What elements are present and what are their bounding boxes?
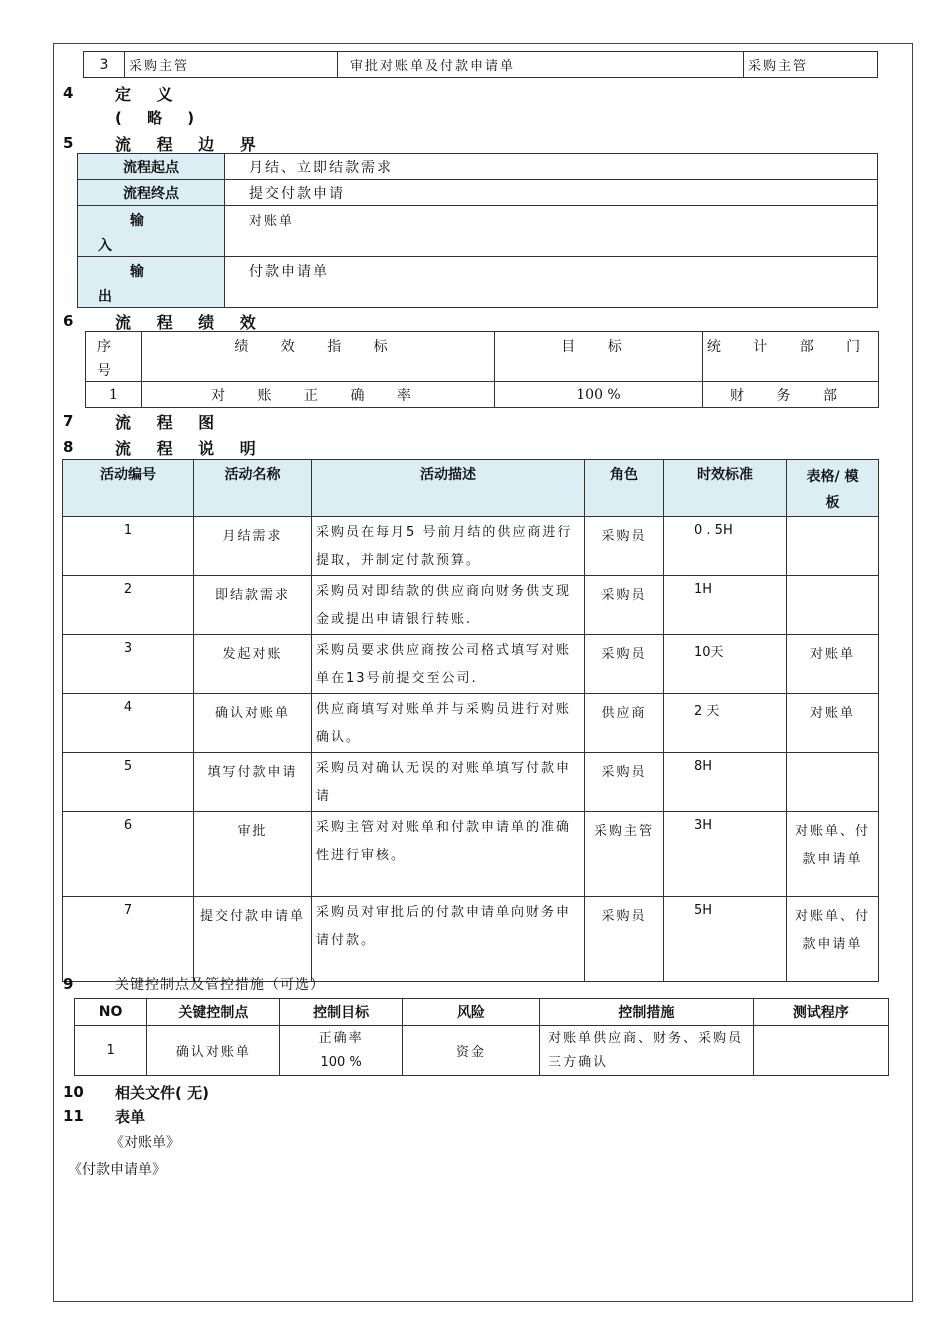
boundary-end-value: 提交付款申请	[225, 180, 878, 206]
section-10-number: 10	[63, 1083, 84, 1101]
process-cell-form	[787, 517, 879, 576]
process-cell-role: 采购员	[585, 517, 664, 576]
control-row-no: 1	[75, 1026, 147, 1076]
process-cell-form: 对账单、付款申请单	[787, 812, 879, 897]
boundary-input-label-a: 输	[130, 213, 144, 229]
process-cell-time: 2 天	[664, 694, 787, 753]
process-cell-role: 采购员	[585, 635, 664, 694]
process-cell-id: 2	[63, 576, 194, 635]
section-10-title: 相关文件( 无)	[115, 1084, 209, 1102]
resp-role: 采购主管	[125, 52, 338, 78]
process-cell-name: 即结款需求	[194, 576, 312, 635]
perf-header-target: 目 标	[495, 332, 703, 382]
process-cell-time: 5H	[664, 897, 787, 982]
control-row-risk: 资金	[402, 1026, 539, 1076]
process-cell-form: 对账单、付款申请单	[787, 897, 879, 982]
control-row-measure: 对账单供应商、财务、采购员三方确认	[540, 1026, 754, 1076]
perf-row-metric: 对 账 正 确 率	[142, 382, 495, 408]
section-8-title: 流 程 说 明	[115, 439, 266, 458]
process-cell-role: 采购员	[585, 897, 664, 982]
process-cell-form: 对账单	[787, 635, 879, 694]
process-cell-id: 6	[63, 812, 194, 897]
boundary-output-label	[78, 257, 225, 308]
process-row	[63, 635, 879, 694]
boundary-input-label-b: 入	[98, 238, 112, 254]
resp-num: 3	[84, 52, 125, 78]
control-header-goal: 控制目标	[280, 999, 402, 1026]
process-cell-form	[787, 753, 879, 812]
boundary-output-label-b: 出	[98, 289, 112, 305]
control-row-goal-b: 100 %	[320, 1054, 362, 1070]
process-cell-name: 确认对账单	[194, 694, 312, 753]
process-cell-form: 对账单	[787, 694, 879, 753]
process-header-name: 活动名称	[194, 460, 312, 517]
process-header-role: 角色	[585, 460, 664, 517]
perf-header-dept: 统 计 部 门	[703, 332, 879, 382]
process-cell-id: 1	[63, 517, 194, 576]
perf-header-seq	[86, 332, 142, 382]
process-table	[62, 459, 879, 982]
control-row-goal	[280, 1026, 402, 1076]
boundary-output-label-a: 输	[130, 264, 144, 280]
section-6-number: 6	[63, 312, 74, 330]
section-7-number: 7	[63, 412, 74, 430]
process-cell-form	[787, 576, 879, 635]
process-cell-id: 4	[63, 694, 194, 753]
process-cell-id: 5	[63, 753, 194, 812]
control-header-measure: 控制措施	[540, 999, 754, 1026]
section-5-title: 流 程 边 界	[115, 135, 266, 154]
resp-owner: 采购主管	[744, 52, 878, 78]
process-cell-desc: 采购员对即结款的供应商向财务供支现金或提出申请银行转账.	[312, 576, 585, 635]
boundary-table	[77, 153, 878, 308]
section-7-title: 流 程 图	[115, 413, 225, 432]
boundary-start-label: 流程起点	[78, 154, 225, 180]
section-4-number: 4	[63, 84, 74, 102]
process-row	[63, 897, 879, 982]
process-cell-desc: 采购主管对对账单和付款申请单的准确性进行审核。	[312, 812, 585, 897]
process-cell-id: 3	[63, 635, 194, 694]
section-4-title: 定 义	[115, 85, 183, 104]
process-header-form-a: 表格/ 模	[806, 469, 859, 485]
control-row-point: 确认对账单	[147, 1026, 280, 1076]
boundary-input-label	[78, 206, 225, 257]
process-cell-desc: 采购员要求供应商按公司格式填写对账单在13号前提交至公司.	[312, 635, 585, 694]
boundary-output-value: 付款申请单	[225, 257, 878, 308]
process-row	[63, 753, 879, 812]
process-cell-name: 月结需求	[194, 517, 312, 576]
section-11-title: 表单	[115, 1108, 146, 1126]
control-row-test	[753, 1026, 888, 1076]
perf-header-seq-b: 号	[97, 363, 111, 379]
process-cell-role: 采购主管	[585, 812, 664, 897]
performance-table	[85, 331, 879, 408]
process-header-form	[787, 460, 879, 517]
perf-header-metric: 绩 效 指 标	[142, 332, 495, 382]
form-item-reconciliation: 《对账单》	[110, 1135, 180, 1151]
process-row	[63, 576, 879, 635]
section-8-number: 8	[63, 438, 74, 456]
process-row	[63, 517, 879, 576]
control-header-no: NO	[75, 999, 147, 1026]
process-cell-name: 审批	[194, 812, 312, 897]
process-cell-name: 发起对账	[194, 635, 312, 694]
form-item-payment-request: 《付款申请单》	[68, 1162, 166, 1178]
process-cell-id: 7	[63, 897, 194, 982]
process-cell-time: 0 . 5H	[664, 517, 787, 576]
control-header-point: 关键控制点	[147, 999, 280, 1026]
process-cell-desc: 采购员在每月5 号前月结的供应商进行提取，并制定付款预算。	[312, 517, 585, 576]
process-cell-time: 1H	[664, 576, 787, 635]
process-header-desc: 活动描述	[312, 460, 585, 517]
process-cell-role: 采购员	[585, 576, 664, 635]
control-header-test: 测试程序	[753, 999, 888, 1026]
perf-header-seq-a: 序	[97, 339, 111, 355]
boundary-start-value: 月结、立即结款需求	[225, 154, 878, 180]
process-cell-time: 10天	[664, 635, 787, 694]
process-row	[63, 812, 879, 897]
perf-row-seq: 1	[86, 382, 142, 408]
perf-row-target: 100 %	[495, 382, 703, 408]
control-table	[74, 998, 889, 1076]
control-header-risk: 风险	[402, 999, 539, 1026]
process-row	[63, 694, 879, 753]
process-cell-time: 8H	[664, 753, 787, 812]
section-11-number: 11	[63, 1107, 84, 1125]
process-cell-desc: 供应商填写对账单并与采购员进行对账确认。	[312, 694, 585, 753]
process-cell-name: 提交付款申请单	[194, 897, 312, 982]
process-cell-desc: 采购员对审批后的付款申请单向财务申请付款。	[312, 897, 585, 982]
perf-row-dept: 财 务 部	[703, 382, 879, 408]
process-cell-desc: 采购员对确认无误的对账单填写付款申请	[312, 753, 585, 812]
section-6-title: 流 程 绩 效	[115, 313, 266, 332]
process-cell-role: 供应商	[585, 694, 664, 753]
process-cell-role: 采购员	[585, 753, 664, 812]
process-header-time: 时效标准	[664, 460, 787, 517]
process-header-id: 活动编号	[63, 460, 194, 517]
resp-duty: 审批对账单及付款申请单	[338, 52, 744, 78]
process-header-form-b: 板	[825, 495, 840, 511]
responsibility-table	[83, 51, 878, 78]
section-9-title: 关键控制点及管控措施（可选）	[115, 977, 325, 993]
section-9-number: 9	[63, 975, 74, 993]
boundary-end-label: 流程终点	[78, 180, 225, 206]
process-cell-name: 填写付款申请	[194, 753, 312, 812]
process-cell-time: 3H	[664, 812, 787, 897]
control-row-goal-a: 正确率	[318, 1030, 364, 1046]
section-5-number: 5	[63, 134, 74, 152]
boundary-input-value: 对账单	[225, 206, 878, 257]
process-header-row	[63, 460, 879, 517]
section-4-body: ( 略 )	[115, 109, 205, 127]
